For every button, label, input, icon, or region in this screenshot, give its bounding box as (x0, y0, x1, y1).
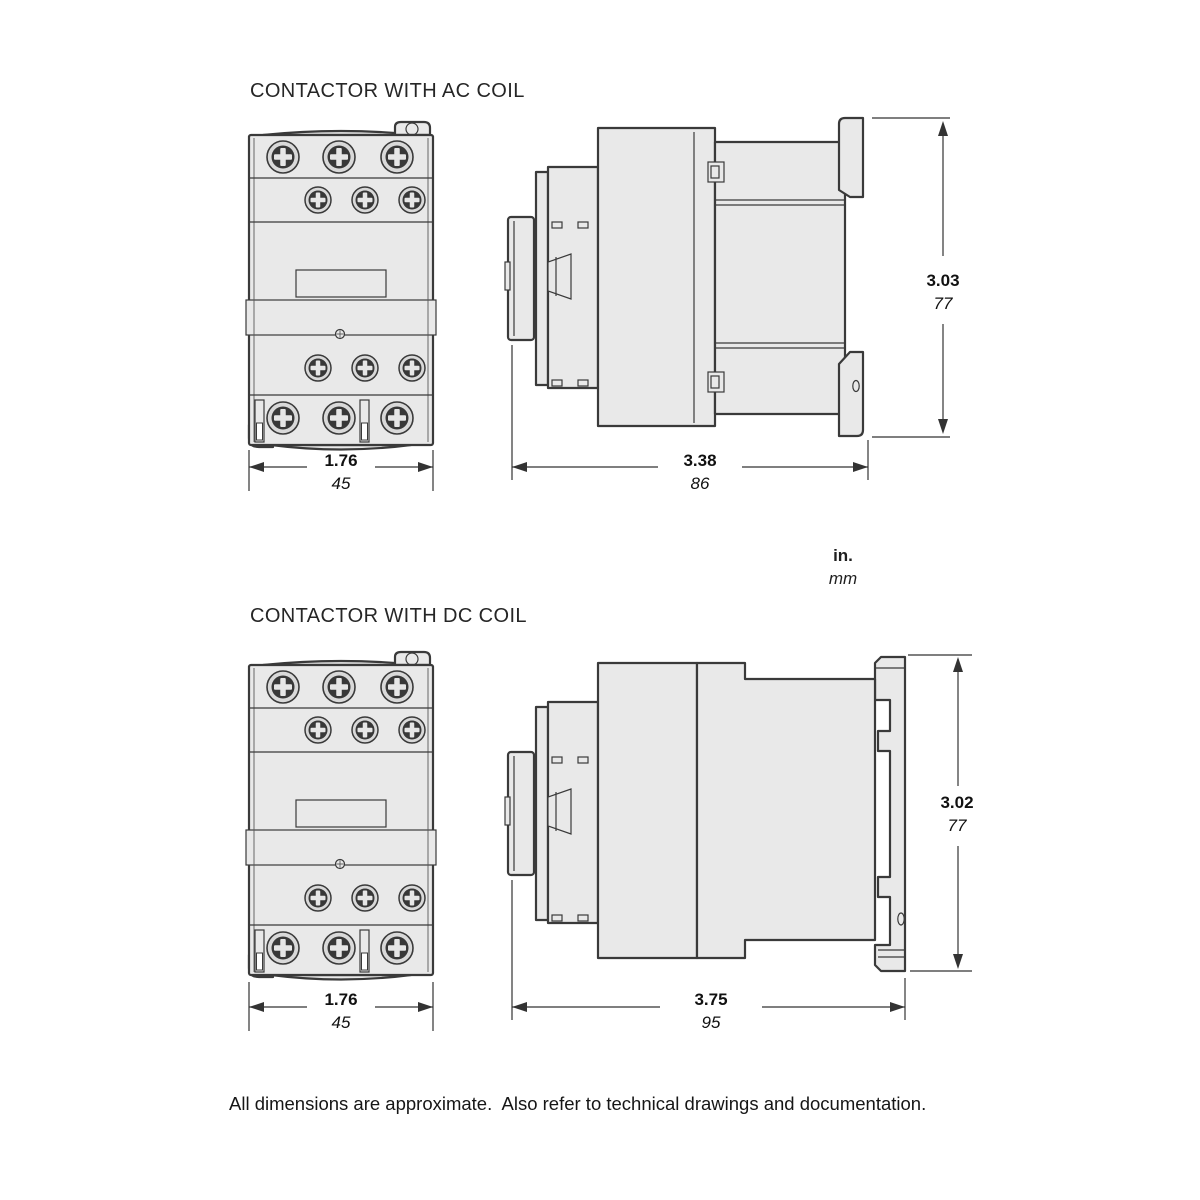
dc-section-title: CONTACTOR WITH DC COIL (250, 605, 527, 627)
dc-front-view-drawing (246, 652, 436, 980)
dc-height-dimension-lines (908, 655, 972, 971)
dc-height-inches: 3.02 (940, 793, 974, 812)
ac-depth-millimeters: 86 (690, 474, 710, 493)
ac-depth-inches: 3.38 (683, 451, 717, 470)
ac-front-view-drawing (246, 122, 436, 450)
dc-height-millimeters: 77 (947, 816, 967, 835)
ac-width-inches: 1.76 (324, 451, 358, 470)
dc-width-millimeters: 45 (331, 1013, 351, 1032)
units-millimeters-label: mm (828, 569, 858, 588)
ac-width-millimeters: 45 (331, 474, 351, 493)
footer-disclaimer: All dimensions are approximate. Also refer to technical drawings and documentation. (229, 1093, 927, 1114)
units-inches-label: in. (833, 546, 853, 565)
dc-depth-millimeters: 95 (701, 1013, 721, 1032)
ac-height-millimeters: 77 (933, 294, 953, 313)
ac-section-title: CONTACTOR WITH AC COIL (250, 80, 525, 102)
dc-side-view-drawing (505, 657, 905, 971)
dc-width-inches: 1.76 (324, 990, 358, 1009)
dc-depth-inches: 3.75 (694, 990, 728, 1009)
ac-side-view-drawing (505, 118, 863, 436)
ac-height-inches: 3.03 (926, 271, 960, 290)
